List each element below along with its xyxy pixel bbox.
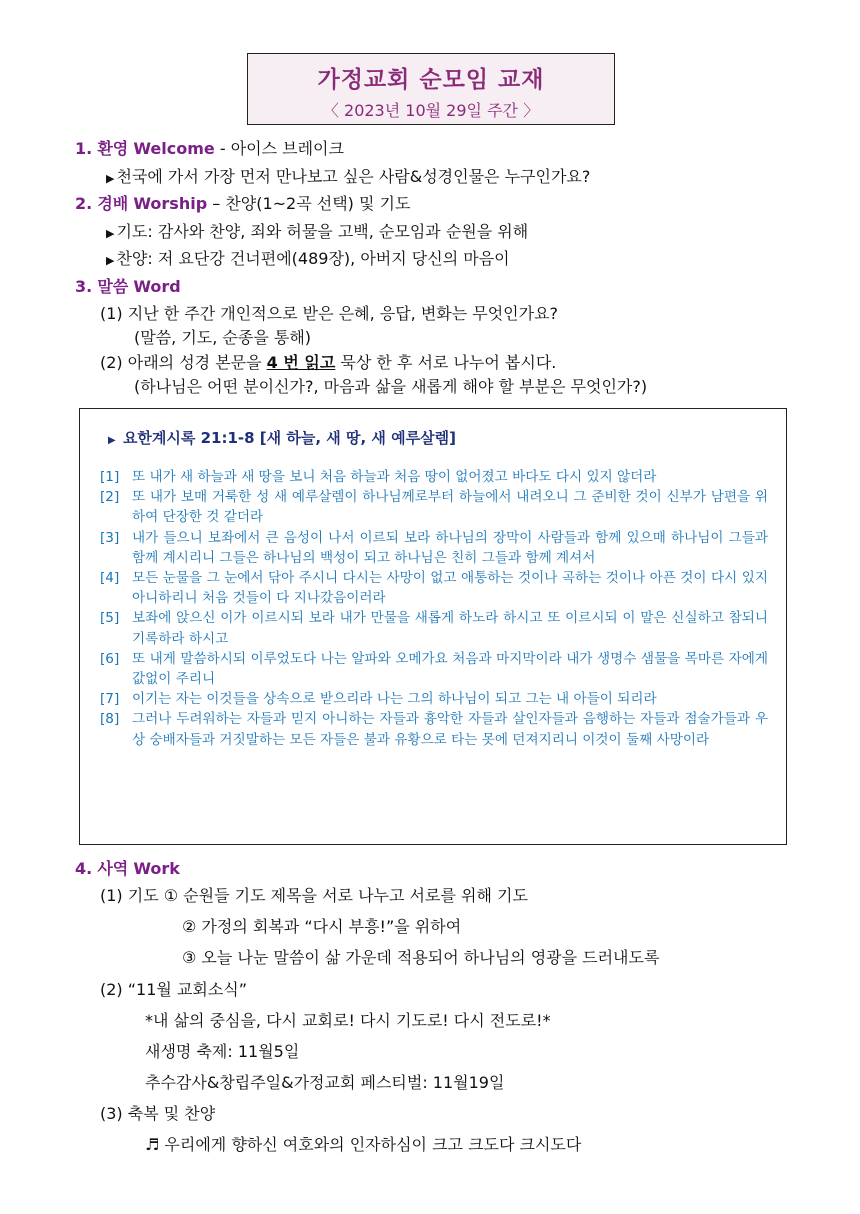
verse-number: [1] — [100, 469, 120, 485]
verse-number: [6] — [100, 650, 120, 667]
verse-number: [2] — [100, 489, 120, 506]
church-news-event-2: 추수감사&창립주일&가정교회 페스티벌: 11월19일 — [145, 1073, 505, 1092]
verse-row — [100, 689, 768, 709]
section-1-bullet — [106, 166, 590, 190]
section-1-heading — [75, 138, 344, 160]
section-number: 2. — [75, 194, 93, 213]
title-box — [247, 53, 615, 125]
section-rest: – 찬양(1~2곡 선택) 및 기도 — [207, 194, 411, 213]
verse-text: 또 내가 새 하늘과 새 땅을 보니 처음 하늘과 처음 땅이 없어졌고 바다도 다시 있지 않더라 — [132, 469, 657, 485]
verse-text: 또 내게 말씀하시되 이루었도다 나는 알파와 오메가요 처음과 마지막이라 내가 생명수 샘물을 목마른 자에게 값없이 주리니 — [132, 650, 768, 688]
scripture-box — [79, 408, 787, 845]
question-2-start: (2) 아래의 성경 본문을 — [100, 353, 267, 372]
section-en: Word — [133, 277, 181, 296]
verse-text: 그러나 두려워하는 자들과 믿지 아니하는 자들과 흉악한 자들과 살인자들과 음행하는 자들과 점술가들과 우상 숭배자들과 거짓말하는 모든 자들은 불과 유황으로 타는 못에 던져지리니 이것이 둘째 사망이라 — [132, 711, 768, 748]
section-ko: 말씀 — [97, 277, 129, 296]
question-2 — [100, 352, 556, 374]
bullet-text: 기도: 감사와 찬양, 죄와 허물을 고백, 순모임과 순원을 위해 — [116, 222, 529, 241]
verse-row — [100, 568, 768, 608]
question-1: (1) 지난 한 주간 개인적으로 받은 은혜, 응답, 변화는 무엇인가요? — [100, 304, 559, 323]
work-item-1c: ③ 오늘 나눈 말씀이 삶 가운데 적용되어 하나님의 영광을 드러내도록 — [182, 948, 660, 967]
page-subtitle: 〈 2023년 10월 29일 주간 〉 — [322, 101, 540, 120]
section-ko: 환영 — [97, 139, 129, 158]
section-ko: 사역 — [97, 859, 129, 878]
verse-number: [5] — [100, 610, 120, 627]
section-2-bullet-1 — [106, 221, 528, 245]
verse-row — [100, 608, 768, 648]
question-1-note: (말씀, 기도, 순종을 통해) — [134, 328, 312, 347]
section-3-heading — [75, 276, 181, 298]
section-number: 4. — [75, 859, 93, 878]
triangle-bullet-icon: ▶ — [108, 435, 116, 446]
section-en: Welcome — [133, 139, 215, 158]
work-item-1: (1) 기도 ① 순원들 기도 제목을 서로 나누고 서로를 위해 기도 — [100, 886, 528, 905]
section-number: 1. — [75, 139, 93, 158]
verse-text: 보좌에 앉으신 이가 이르시되 보라 내가 만물을 새롭게 하노라 하시고 또 이르시되 이 말은 신실하고 참되니 기록하라 하시고 — [132, 610, 768, 647]
church-news-event-1: 새생명 축제: 11월5일 — [145, 1042, 300, 1061]
work-item-2: (2) “11월 교회소식” — [100, 980, 248, 999]
verse-text: 또 내가 보매 거룩한 성 새 예루살렘이 하나님께로부터 하늘에서 내려오니 그 준비한 것이 신부가 남편을 위하여 단장한 것 같더라 — [132, 489, 768, 526]
section-en: Work — [133, 859, 180, 878]
question-2-end: 묵상 한 후 서로 나누어 봅시다. — [335, 353, 557, 372]
verse-row — [100, 467, 768, 487]
work-item-1b: ② 가정의 회복과 “다시 부흥!”을 위하여 — [182, 917, 462, 936]
section-2-bullet-2 — [106, 248, 510, 272]
verse-number: [4] — [100, 570, 120, 587]
verse-number: [3] — [100, 529, 120, 546]
section-4-heading — [75, 858, 180, 880]
section-en: Worship — [133, 194, 208, 213]
section-rest: - 아이스 브레이크 — [214, 139, 344, 158]
verse-row — [100, 487, 768, 527]
scripture-title-text: 요한계시록 21:1-8 [새 하늘, 새 땅, 새 예루살렘] — [122, 429, 456, 447]
verse-list — [100, 467, 768, 750]
triangle-bullet-icon: ▶ — [106, 227, 115, 240]
verse-row — [100, 528, 768, 568]
scripture-title — [108, 427, 456, 448]
work-item-3: (3) 축복 및 찬양 — [100, 1104, 216, 1123]
verse-text: 모든 눈물을 그 눈에서 닦아 주시니 다시는 사망이 없고 애통하는 것이나 곡하는 것이나 아픈 것이 다시 있지 아니하리니 처음 것들이 다 지나갔음이러라 — [132, 570, 768, 607]
verse-text: 이기는 자는 이것들을 상속으로 받으리라 나는 그의 하나님이 되고 그는 내 아들이 되리라 — [132, 691, 657, 708]
section-2-heading — [75, 193, 410, 215]
blessing-song: ♬ 우리에게 향하신 여호와의 인자하심이 크고 크도다 크시도다 — [145, 1135, 582, 1154]
page-title: 가정교회 순모임 교재 — [317, 67, 545, 93]
verse-number: [8] — [100, 711, 120, 728]
church-news-slogan: *내 삶의 중심을, 다시 교회로! 다시 기도로! 다시 전도로!* — [145, 1011, 551, 1030]
section-number: 3. — [75, 277, 93, 296]
question-2-note: (하나님은 어떤 분이신가?, 마음과 삶을 새롭게 해야 할 부분은 무엇인가?) — [134, 377, 648, 396]
verse-number: [7] — [100, 691, 120, 708]
verse-row — [100, 709, 768, 749]
section-ko: 경배 — [97, 194, 129, 213]
triangle-bullet-icon: ▶ — [106, 254, 115, 267]
triangle-bullet-icon: ▶ — [106, 172, 115, 185]
verse-row — [100, 649, 768, 689]
verse-text: 내가 들으니 보좌에서 큰 음성이 나서 이르되 보라 하나님의 장막이 사람들과 함께 있으매 하나님이 그들과 함께 계시리니 그들은 하나님의 백성이 되고 하나님은 친히 그들과 함께 계셔서 — [132, 529, 768, 566]
bullet-text: 천국에 가서 가장 먼저 만나보고 싶은 사람&성경인물은 누구인가요? — [116, 167, 591, 186]
bullet-text: 찬양: 저 요단강 건너편에(489장), 아버지 당신의 마음이 — [116, 249, 510, 268]
question-2-emphasis: 4 번 읽고 — [266, 353, 336, 372]
